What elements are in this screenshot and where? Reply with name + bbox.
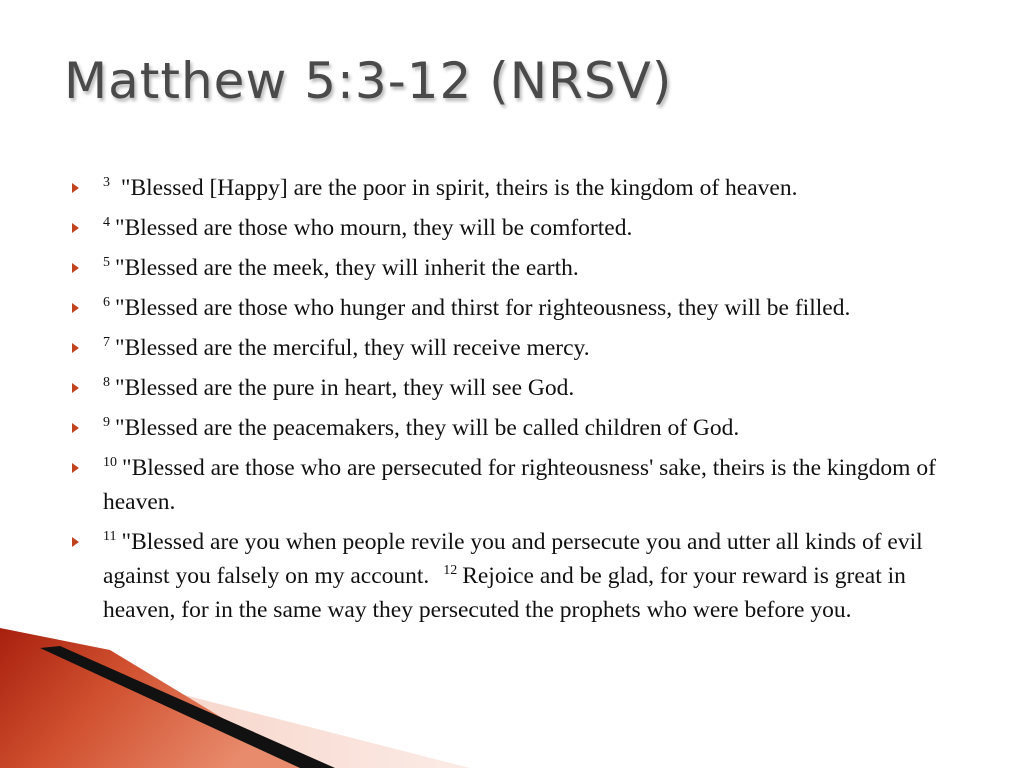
verse-item [72,251,972,285]
verse-item [72,451,972,519]
verse-number: 7 [103,335,110,350]
verse-number: 11 [103,529,117,544]
bullet-arrow-icon [72,223,79,233]
verse-number: 8 [103,375,110,390]
verse-number: 3 [103,175,110,190]
verse-item [72,291,972,325]
swoosh-black-line [40,646,335,768]
verse-list [72,171,972,633]
verse-item [72,331,972,365]
verse-text: "Blessed are you when people revile you and persecute you and utter all kinds of evil against you falsely on my account. [103,529,923,589]
bullet-arrow-icon [72,423,79,433]
verse-number: 6 [103,295,110,310]
bullet-arrow-icon [72,537,79,547]
verse-text: "Blessed are the pure in heart, they will see God. [115,375,575,401]
verse-text: "Blessed are the peacemakers, they will be called children of God. [115,415,740,441]
verse-item [72,211,972,245]
verse-number: 10 [103,455,117,470]
bullet-arrow-icon [72,463,79,473]
verse-number: 5 [103,255,110,270]
swoosh-pink-band [0,648,470,768]
verse-text: "Blessed are those who are persecuted for righteousness' sake, theirs is the kingdom of heaven. [103,455,936,515]
verse-number: 12 [443,563,458,578]
verse-item [72,371,972,405]
bullet-arrow-icon [72,183,79,193]
verse-text: "Blessed [Happy] are the poor in spirit, theirs is the kingdom of heaven. [115,175,798,201]
verse-text: "Blessed are those who mourn, they will be comforted. [115,215,633,241]
verse-item [72,525,972,627]
verse-text: "Blessed are the meek, they will inherit the earth. [115,255,579,281]
verse-number: 9 [103,415,110,430]
swoosh-red-wedge [0,628,305,768]
verse-item [72,411,972,445]
bullet-arrow-icon [72,343,79,353]
verse-text: "Blessed are those who hunger and thirst for righteousness, they will be filled. [115,295,851,321]
verse-item [72,171,972,205]
bullet-arrow-icon [72,383,79,393]
decorative-swoosh [0,628,1024,768]
bullet-arrow-icon [72,303,79,313]
bullet-arrow-icon [72,263,79,273]
verse-number: 4 [103,215,110,230]
verse-text: "Blessed are the merciful, they will receive mercy. [115,335,590,361]
slide-title: Matthew 5:3-12 (NRSV) [64,52,673,110]
verse-text: Rejoice and be glad, for your reward is great in heaven, for in the same way they persecuted the prophets who were before you. [103,563,906,623]
